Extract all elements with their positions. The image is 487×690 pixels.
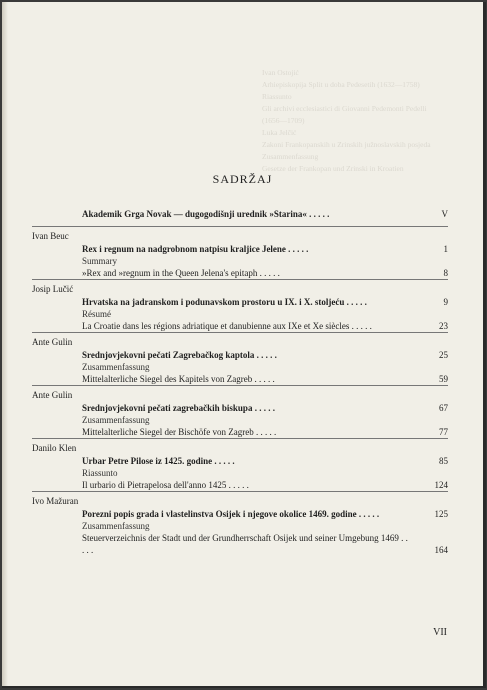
- summary-title-entry: [82, 267, 448, 279]
- author-name: Danilo Klen: [32, 443, 77, 453]
- show-through-line: Gli archivi ecclesiastici di Giovanni Pedemonti Pedelli: [262, 104, 427, 113]
- summary-title-entry: [82, 479, 448, 491]
- summary-language-label: Zusammenfassung: [82, 415, 150, 425]
- entry-page-number: 125: [434, 509, 448, 519]
- show-through-line: Arhiepiskopija Split u doba Pedesetih (1632—1758): [262, 80, 420, 89]
- toc-section: [32, 226, 448, 279]
- entry-page-number: 25: [439, 350, 448, 360]
- author-name: Ante Gulin: [32, 390, 73, 400]
- show-through-line: Zusammenfassung: [262, 152, 319, 161]
- entry-title: Mittelalterliche Siegel des Kapitels von Zagreb . . . . .: [82, 374, 275, 384]
- summary-language-label: Zusammenfassung: [82, 362, 150, 372]
- toc-section: [32, 438, 448, 491]
- page-gutter-shadow: [2, 2, 8, 686]
- toc-section: [32, 385, 448, 438]
- entry-page-number: 23: [439, 321, 448, 331]
- entry-title: Il urbario di Pietrapelosa dell'anno 1425 . . . . .: [82, 480, 249, 490]
- show-through-line: (1656—1709): [262, 116, 305, 125]
- entry-title: Mittelalterliche Siegel der Bischöfe von Zagreb . . . . .: [82, 427, 277, 437]
- show-through-line: Riassunto: [262, 92, 292, 101]
- entry-title: Hrvatska na jadranskom i podunavskom prostoru u IX. i X. stoljeću . . . . .: [82, 297, 367, 307]
- toc-section: [32, 200, 448, 226]
- author-name: Ivan Beuc: [32, 231, 69, 241]
- entry-title: »Rex and »regnum in the Queen Jelena's epitaph . . . . .: [82, 268, 280, 278]
- article-title-entry: [82, 508, 448, 520]
- entry-title: La Croatie dans les régions adriatique et danubienne aux IXe et Xe siècles . . . . .: [82, 321, 372, 331]
- entry-title: Srednjovjekovni pečati Zagrebačkog kaptola . . . . .: [82, 350, 277, 360]
- book-page: [2, 2, 486, 688]
- author-name: Josip Lučić: [32, 284, 74, 294]
- entry-page-number: 9: [443, 297, 448, 307]
- show-through-line: Ivan Ostojić: [262, 68, 299, 77]
- entry-page-number: 85: [439, 456, 448, 466]
- page-number: VII: [433, 627, 447, 638]
- entry-page-number: 8: [443, 268, 448, 278]
- toc-section: [32, 491, 448, 556]
- toc-section: [32, 279, 448, 332]
- entry-title: Steuerverzeichnis der Stadt und der Grundherrschaft Osijek und seiner Umgebung 1469 . . . . .: [82, 533, 408, 555]
- article-title-entry: [82, 296, 448, 308]
- summary-title-entry: [82, 373, 448, 385]
- entry-page-number: 1: [443, 244, 448, 254]
- show-through-line: Luka Jelčić: [262, 128, 297, 137]
- entry-title: Srednjovjekovni pečati zagrebačkih biskupa . . . . .: [82, 403, 275, 413]
- article-title-entry: [82, 208, 448, 220]
- entry-title: Porezni popis grada i vlastelinstva Osijek i njegove okolice 1469. godine . . . . .: [82, 509, 380, 519]
- entry-page-number: 77: [439, 427, 448, 437]
- summary-language-label: Zusammenfassung: [82, 521, 150, 531]
- entry-page-number: 164: [434, 545, 448, 555]
- entry-page-number: V: [441, 209, 448, 219]
- table-of-contents: [32, 200, 448, 556]
- summary-title-entry: [82, 320, 448, 332]
- entry-page-number: 67: [439, 403, 448, 413]
- show-through-line: Gesetze der Frankopan und Zrinski in Kroatien: [262, 164, 404, 173]
- summary-language-label: Résumé: [82, 309, 111, 319]
- summary-language-label: Summary: [82, 256, 117, 266]
- summary-language-label: Riassunto: [82, 468, 118, 478]
- article-title-entry: [82, 455, 448, 467]
- entry-page-number: 59: [439, 374, 448, 384]
- entry-title: Urbar Petre Pilose iz 1425. godine . . . . .: [82, 456, 235, 466]
- page-title: SADRŽAJ: [212, 172, 273, 186]
- show-through-line: Zakoni Frankopanskih u Zrinskih južnoslavskih posjeda: [262, 140, 431, 149]
- article-title-entry: [82, 243, 448, 255]
- author-name: Ivo Mažuran: [32, 496, 79, 506]
- entry-title: Rex i regnum na nadgrobnom natpisu kraljice Jelene . . . . .: [82, 244, 309, 254]
- article-title-entry: [82, 349, 448, 361]
- article-title-entry: [82, 402, 448, 414]
- toc-section: [32, 332, 448, 385]
- entry-title: Akademik Grga Novak — dugogodišnji urednik »Starina« . . . . .: [82, 209, 330, 219]
- summary-title-entry: [82, 532, 448, 556]
- author-name: Ante Gulin: [32, 337, 73, 347]
- entry-page-number: 124: [434, 480, 448, 490]
- summary-title-entry: [82, 426, 448, 438]
